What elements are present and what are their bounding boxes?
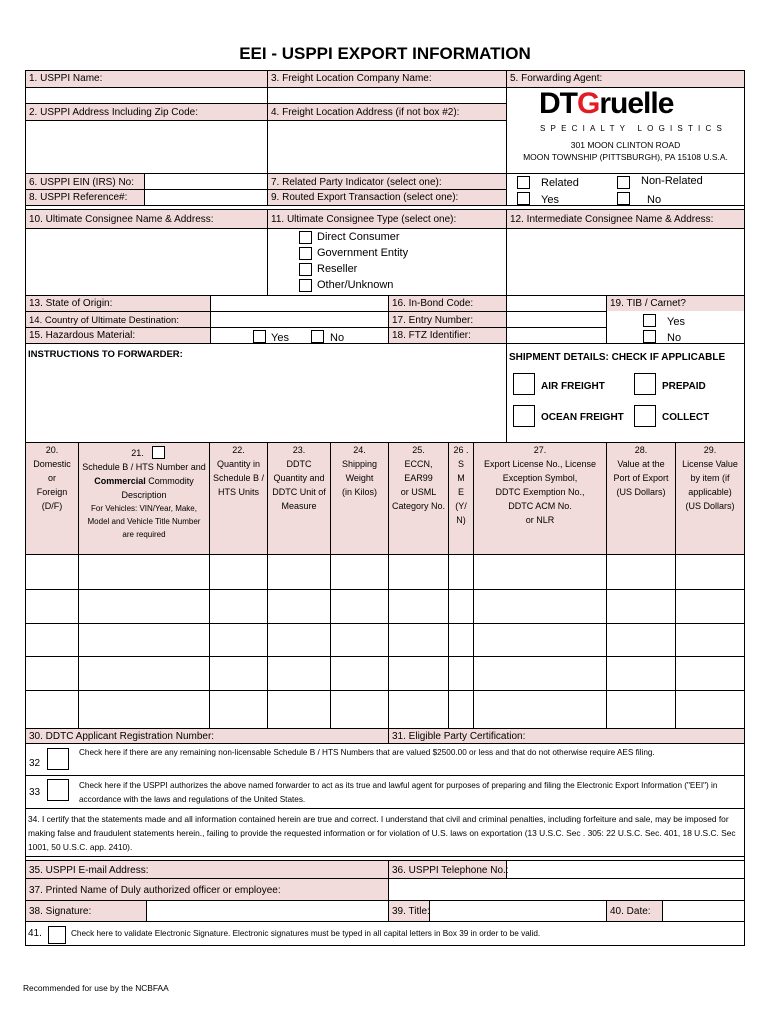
ocean-freight-label: OCEAN FREIGHT	[541, 412, 624, 423]
rule	[388, 295, 389, 343]
reference-label: 8. USPPI Reference#:	[29, 192, 128, 203]
col28-line: Port of Export	[613, 473, 669, 483]
table-row[interactable]	[26, 691, 744, 728]
state-origin-label: 13. State of Origin:	[29, 298, 113, 309]
rule	[25, 295, 745, 296]
col25-line: 25.	[412, 445, 425, 455]
freight-address-label: 4. Freight Location Address (if not box #2):	[271, 107, 460, 118]
rule	[210, 295, 211, 343]
col21-commercial: Commercial	[94, 476, 146, 486]
col29-line: (US Dollars)	[685, 501, 735, 511]
col21-line: Schedule B / HTS Number and	[82, 462, 206, 472]
other-unknown-label: Other/Unknown	[317, 279, 394, 291]
col24-header	[331, 443, 388, 499]
col22-line: Quantity in	[216, 459, 261, 469]
rule	[209, 442, 210, 728]
rule	[25, 311, 607, 312]
destination-input[interactable]	[211, 312, 388, 327]
title-input[interactable]	[430, 901, 606, 921]
instructions-label: INSTRUCTIONS TO FORWARDER:	[28, 349, 183, 360]
non-related-checkbox[interactable]	[617, 176, 630, 189]
col23-header	[268, 443, 330, 513]
col20-line: 20.	[45, 445, 59, 455]
table-row[interactable]	[26, 624, 744, 656]
rule	[25, 554, 745, 555]
col22-line: Schedule B /	[212, 473, 265, 483]
collect-checkbox[interactable]	[634, 405, 656, 427]
col21-checkbox[interactable]	[152, 446, 165, 459]
col25-header	[389, 443, 448, 513]
col26-line: (Y/	[455, 501, 467, 511]
freight-company-input[interactable]	[268, 88, 506, 103]
col20-line: Foreign	[36, 487, 68, 497]
col21-vehicle-note: are required	[122, 530, 166, 539]
tib-no-label: No	[667, 332, 682, 344]
col25-line: Category No.	[391, 501, 446, 511]
routed-no-checkbox[interactable]	[617, 192, 630, 205]
freight-company-label: 3. Freight Location Company Name:	[271, 73, 432, 84]
printed-name-input[interactable]	[389, 879, 744, 900]
col21-vehicle-note: Model and Vehicle Title Number	[87, 517, 201, 526]
col26-line: 26 .	[453, 445, 469, 455]
col27-line: or NLR	[525, 515, 555, 525]
consignee-type-label: 11. Ultimate Consignee Type (select one):	[271, 214, 457, 225]
routed-export-label: 9. Routed Export Transaction (select one):	[271, 192, 459, 203]
rule	[388, 860, 389, 921]
intermediate-label: 12. Intermediate Consignee Name & Address:	[510, 214, 714, 225]
related-label: Related	[541, 177, 579, 189]
rule	[25, 205, 745, 206]
col23-line: Measure	[281, 501, 317, 511]
ftz-input[interactable]	[507, 328, 606, 343]
hazardous-no-checkbox[interactable]	[311, 330, 324, 343]
table-row[interactable]	[26, 590, 744, 623]
box33-number: 33	[29, 787, 41, 798]
usppi-name-input[interactable]	[26, 88, 267, 103]
col23-line: DDTC	[286, 459, 312, 469]
box32-number: 32	[29, 758, 41, 769]
col28-line: Value at the	[617, 459, 665, 469]
rule	[25, 728, 745, 729]
rule	[25, 656, 745, 657]
eligible-label: 31. Eligible Party Certification:	[392, 731, 526, 742]
col21-header	[79, 443, 209, 541]
box33-text: Check here if the USPPI authorizes the above named forwarder to act as its true and lawful agent for purposes of preparing and filing the Electronic Export Information ("EEI") in accordance with the laws and regulations of the United States.	[79, 781, 718, 804]
telephone-label: 36. USPPI Telephone No.:	[392, 865, 509, 876]
footer-note: Recommended for use by the NCBFAA	[23, 983, 169, 993]
ftz-label: 18. FTZ Identifier:	[392, 330, 471, 341]
col26-line: M	[457, 473, 465, 483]
col26-line: N)	[456, 515, 466, 525]
logo-dt: DT	[539, 87, 577, 120]
logo-subtitle: SPECIALTY LOGISTICS	[540, 124, 727, 133]
rule	[144, 173, 145, 205]
inbond-input[interactable]	[507, 296, 606, 311]
col27-line: DDTC ACM No.	[508, 501, 572, 511]
title-label: 39. Title:	[392, 906, 430, 917]
rule	[25, 900, 745, 901]
consignee-label: 10. Ultimate Consignee Name & Address:	[29, 214, 214, 225]
col23-line: Quantity and	[273, 473, 325, 483]
government-entity-checkbox[interactable]	[299, 247, 312, 260]
col22-line: HTS Units	[217, 487, 259, 497]
agent-address-line1: 301 MOON CLINTON ROAD	[570, 140, 681, 150]
telephone-input[interactable]	[507, 861, 744, 878]
rule	[25, 690, 745, 691]
rule	[25, 921, 745, 922]
date-label: 40. Date:	[610, 906, 651, 917]
col29-line: by item (if	[690, 473, 730, 483]
box32-text: Check here if there are any remaining non-licensable Schedule B / HTS Numbers that are valued $2500.00 or less and that do not otherwise require AES filing.	[79, 748, 655, 757]
rule	[25, 87, 745, 88]
rule	[448, 442, 449, 728]
date-input[interactable]	[663, 901, 744, 921]
reference-input[interactable]	[145, 190, 267, 205]
col23-line: 23.	[292, 445, 306, 455]
rule	[25, 343, 745, 344]
rule	[25, 209, 745, 210]
air-freight-checkbox[interactable]	[513, 373, 535, 395]
routed-no-label: No	[647, 194, 662, 206]
usppi-address-label: 2. USPPI Address Including Zip Code:	[29, 107, 198, 118]
rule	[267, 209, 268, 295]
table-row[interactable]	[26, 555, 744, 589]
rule	[388, 728, 389, 743]
non-related-label: Non-Related	[641, 175, 703, 187]
rule	[506, 343, 507, 442]
rule	[675, 442, 676, 728]
col25-line: ECCN, EAR99	[404, 459, 433, 483]
col24-line: Weight	[345, 473, 374, 483]
entry-label: 17. Entry Number:	[392, 315, 474, 326]
rule	[25, 856, 745, 857]
table-row[interactable]	[26, 657, 744, 690]
tib-yes-label: Yes	[667, 316, 685, 328]
col28-line: (US Dollars)	[616, 487, 666, 497]
logo-g: G	[577, 87, 600, 120]
government-entity-label: Government Entity	[317, 247, 409, 259]
rule	[606, 900, 607, 921]
routed-yes-label: Yes	[541, 194, 559, 206]
consignee-input[interactable]	[26, 229, 267, 295]
rule	[606, 295, 607, 343]
email-label: 35. USPPI E-mail Address:	[29, 865, 149, 876]
col29-header	[676, 443, 744, 513]
signature-input[interactable]	[147, 901, 388, 921]
rule	[25, 808, 745, 809]
form-title: EEI - USPPI EXPORT INFORMATION	[239, 44, 531, 63]
col20-line: or	[47, 473, 56, 483]
rule	[506, 295, 507, 343]
box32-checkbox[interactable]	[47, 748, 69, 770]
signature-label: 38. Signature:	[29, 906, 92, 917]
reseller-checkbox[interactable]	[299, 263, 312, 276]
col29-line: License Value	[682, 459, 738, 469]
rule	[267, 70, 268, 205]
col21-commodity: Commodity	[148, 476, 194, 486]
hazardous-no-label: No	[330, 332, 345, 344]
freight-address-input[interactable]	[268, 121, 506, 173]
rule	[330, 442, 331, 728]
rule	[78, 442, 79, 728]
rule	[606, 442, 607, 728]
logo-ruelle: ruelle	[599, 87, 674, 120]
rule	[388, 442, 389, 728]
usppi-address-input[interactable]	[26, 121, 267, 173]
col29-line: applicable)	[688, 487, 732, 497]
ein-label: 6. USPPI EIN (IRS) No:	[29, 177, 135, 188]
col27-line: Exception Symbol,	[502, 473, 578, 483]
col29-line: 29.	[703, 445, 717, 455]
col24-line: 24.	[353, 445, 366, 455]
entry-input[interactable]	[507, 312, 606, 327]
col21-number: 21.	[131, 448, 144, 458]
box33-checkbox[interactable]	[47, 779, 69, 801]
printed-name-label: 37. Printed Name of Duly authorized officer or employee:	[29, 885, 281, 896]
rule	[267, 442, 268, 728]
rule	[25, 327, 607, 328]
instructions-input[interactable]	[26, 362, 506, 442]
col21-line: Description	[121, 490, 167, 500]
intermediate-input[interactable]	[507, 229, 744, 295]
col26-header	[449, 443, 473, 527]
rule	[146, 900, 147, 921]
col27-line: Export License No., License	[483, 459, 597, 469]
other-unknown-checkbox[interactable]	[299, 279, 312, 292]
ddtc-label: 30. DDTC Applicant Registration Number:	[29, 731, 215, 742]
tib-no-checkbox[interactable]	[643, 330, 656, 343]
routed-yes-checkbox[interactable]	[517, 192, 530, 205]
col24-line: Shipping	[341, 459, 378, 469]
rule	[25, 878, 745, 879]
tib-yes-checkbox[interactable]	[643, 314, 656, 327]
box41-number: 41.	[28, 928, 42, 939]
box34-certification: 34. I certify that the statements made and all information contained herein are true and correct. I understand that civil and criminal penalties, including forfeiture and sale, may be imposed for making false and fraudulent statements herein., failing to provide the requested information or for violation of U.S. laws on exportation (13 U.S.C. Sec . 305: 22 U.S.C. Sec. 401, 18 U.S.C. Sec 1001, 50 U.S.C. app. 2410).	[28, 814, 736, 852]
rule	[25, 103, 507, 104]
forwarding-agent-label: 5. Forwarding Agent:	[510, 73, 603, 84]
col20-line: Domestic	[33, 459, 71, 469]
reseller-label: Reseller	[317, 263, 358, 275]
col27-header	[474, 443, 606, 527]
col20-header	[26, 443, 78, 513]
rule	[25, 442, 745, 443]
col26-line: E	[457, 487, 464, 497]
state-origin-input[interactable]	[211, 296, 388, 311]
rule	[25, 860, 745, 861]
col26-line: S	[457, 459, 464, 469]
prepaid-checkbox[interactable]	[634, 373, 656, 395]
col27-line: DDTC Exemption No.,	[495, 487, 585, 497]
air-freight-label: AIR FREIGHT	[541, 381, 605, 392]
collect-label: COLLECT	[662, 412, 710, 423]
rule	[25, 189, 507, 190]
col22-header	[210, 443, 267, 499]
col21-vehicle-note: For Vehicles: VIN/Year, Make,	[91, 504, 197, 513]
rule	[25, 120, 507, 121]
rule	[25, 173, 745, 174]
ocean-freight-checkbox[interactable]	[513, 405, 535, 427]
agent-address-line2: MOON TOWNSHIP (PITTSBURGH), PA 15108 U.S.A.	[523, 152, 728, 162]
rule	[429, 900, 430, 921]
direct-consumer-label: Direct Consumer	[317, 231, 400, 243]
rule	[25, 589, 745, 590]
col24-line: (in Kilos)	[341, 487, 377, 497]
box41-text: Check here to validate Electronic Signature. Electronic signatures must be typed in all capital letters in Box 39 in order to be valid.	[71, 929, 541, 938]
col20-line: (D/F)	[41, 501, 63, 511]
inbond-label: 16. In-Bond Code:	[392, 298, 474, 309]
dtgruelle-logo	[539, 87, 673, 121]
related-checkbox[interactable]	[517, 176, 530, 189]
usppi-name-label: 1. USPPI Name:	[29, 73, 103, 84]
rule	[25, 228, 745, 229]
destination-label: 14. Country of Ultimate Destination:	[29, 315, 179, 326]
rule	[506, 209, 507, 295]
direct-consumer-checkbox[interactable]	[299, 231, 312, 244]
tib-label: 19. TIB / Carnet?	[610, 298, 686, 309]
related-party-label: 7. Related Party Indicator (select one):	[271, 177, 442, 188]
hazardous-yes-checkbox[interactable]	[253, 330, 266, 343]
rule	[25, 623, 745, 624]
ein-input[interactable]	[145, 174, 267, 189]
e-signature-checkbox[interactable]	[48, 926, 66, 944]
shipment-heading: SHIPMENT DETAILS: CHECK IF APPLICABLE	[509, 352, 726, 363]
rule	[473, 442, 474, 728]
hazardous-label: 15. Hazardous Material:	[29, 330, 136, 341]
hazardous-yes-label: Yes	[271, 332, 289, 344]
col27-line: 27.	[533, 445, 547, 455]
rule	[506, 70, 507, 205]
prepaid-label: PREPAID	[662, 381, 706, 392]
col28-line: 28.	[634, 445, 648, 455]
col25-line: or USML	[400, 487, 437, 497]
rule	[506, 860, 507, 878]
col28-header	[607, 443, 675, 499]
rule	[662, 900, 663, 921]
rule	[25, 775, 745, 776]
rule	[25, 743, 745, 744]
col23-line: DDTC Unit of	[272, 487, 326, 497]
col22-line: 22.	[232, 445, 245, 455]
